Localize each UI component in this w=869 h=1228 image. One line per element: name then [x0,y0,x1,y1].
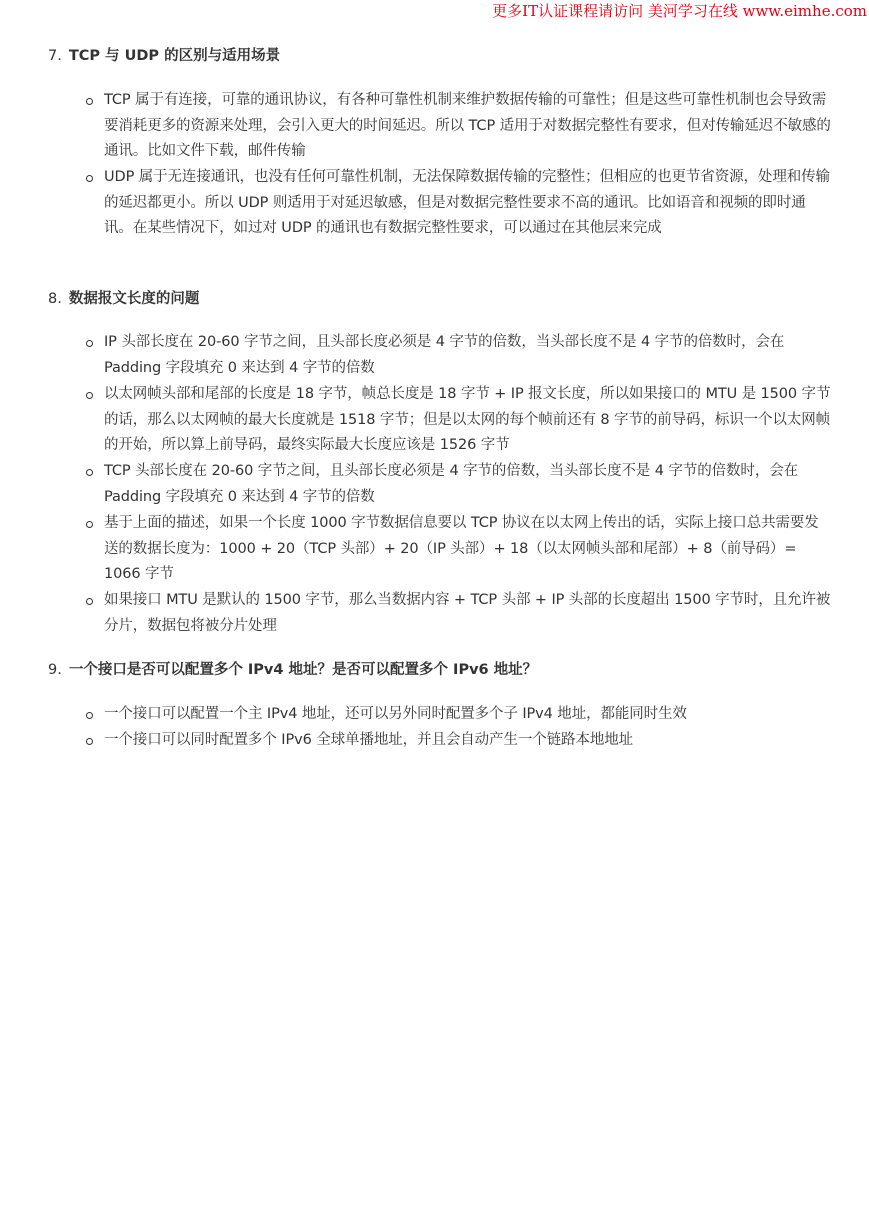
list-item-text: UDP 属于无连接通讯，也没有任何可靠性机制，无法保障数据传输的完整性；但相应的也更节省资源，处理和传输的延迟都更小。所以 UDP 则适用于对延迟敏感，但是对数据完整性要求不高的通讯。比如语音和视频的即时通讯。在某些情况下，如过对 UDP 的通讯也有数据完整性要求，可以通过在其他层来完成 [104,169,830,237]
section-title [48,289,199,309]
section-title-text: 一个接口是否可以配置多个 IPv4 地址？是否可以配置多个 IPv6 地址？ [68,662,538,678]
list-item-text: IP 头部长度在 20-60 字节之间，且头部长度必须是 4 字节的倍数，当头部长度不是 4 字节的倍数时，会在 Padding 字段填充 0 来达到 4 字节的倍数 [104,334,785,376]
bullet-circle-icon [86,469,93,476]
list-item-text: TCP 头部长度在 20-60 字节之间，且头部长度必须是 4 字节的倍数，当头部长度不是 4 字节的倍数时，会在 Padding 字段填充 0 来达到 4 字节的倍数 [104,463,799,505]
bullet-circle-icon [86,712,93,719]
section-title [48,46,280,66]
list-item-text: TCP 属于有连接，可靠的通讯协议，有各种可靠性机制来维护数据传输的可靠性；但是这些可靠性机制也会导致需要消耗更多的资源来处理，会引入更大的时间延迟。所以 TCP 适用于对数据完整性有要求，但对传输延迟不敏感的通讯。比如文件下载，邮件传输 [104,92,831,160]
bullet-circle-icon [86,175,93,182]
section-title-text: 数据报文长度的问题 [68,291,200,307]
header-banner[interactable]: 更多IT认证课程请访问 美河学习在线 www.eimhe.com [492,2,867,20]
list-item-text: 一个接口可以同时配置多个 IPv6 全球单播地址，并且会自动产生一个链路本地地址 [104,732,634,748]
bullet-circle-icon [86,392,93,399]
section-number: 9. [48,662,62,678]
list-item-text: 一个接口可以配置一个主 IPv4 地址，还可以另外同时配置多个子 IPv4 地址，都能同时生效 [104,706,687,722]
list-item-text: 以太网帧头部和尾部的长度是 18 字节，帧总长度是 18 字节 + IP 报文长度，所以如果接口的 MTU 是 1500 字节的话，那么以太网帧的最大长度就是 1518 字节；但是以太网的每个帧前还有 8 字节的前导码，标识一个以太网帧的开始，所以算上前导码，最终实际最大长度应该是 1526 字节 [104,386,831,454]
bullet-circle-icon [86,598,93,605]
list-item-text: 如果接口 MTU 是默认的 1500 字节，那么当数据内容 + TCP 头部 + IP 头部的长度超出 1500 字节时，且允许被分片，数据包将被分片处理 [104,592,831,634]
bullet-circle-icon [86,98,93,105]
bullet-circle-icon [86,521,93,528]
bullet-circle-icon [86,340,93,347]
section-number: 8. [48,291,62,307]
section-title [48,660,537,680]
section-number: 7. [48,48,62,64]
section-title-text: TCP 与 UDP 的区别与适用场景 [68,48,281,64]
bullet-circle-icon [86,738,93,745]
list-item-text: 基于上面的描述，如果一个长度 1000 字节数据信息要以 TCP 协议在以太网上传出的话，实际上接口总共需要发送的数据长度为：1000 + 20（TCP 头部）+ 20（IP 头部）+ 18（以太网帧头部和尾部）+ 8（前导码）= 1066 字节 [104,515,819,583]
